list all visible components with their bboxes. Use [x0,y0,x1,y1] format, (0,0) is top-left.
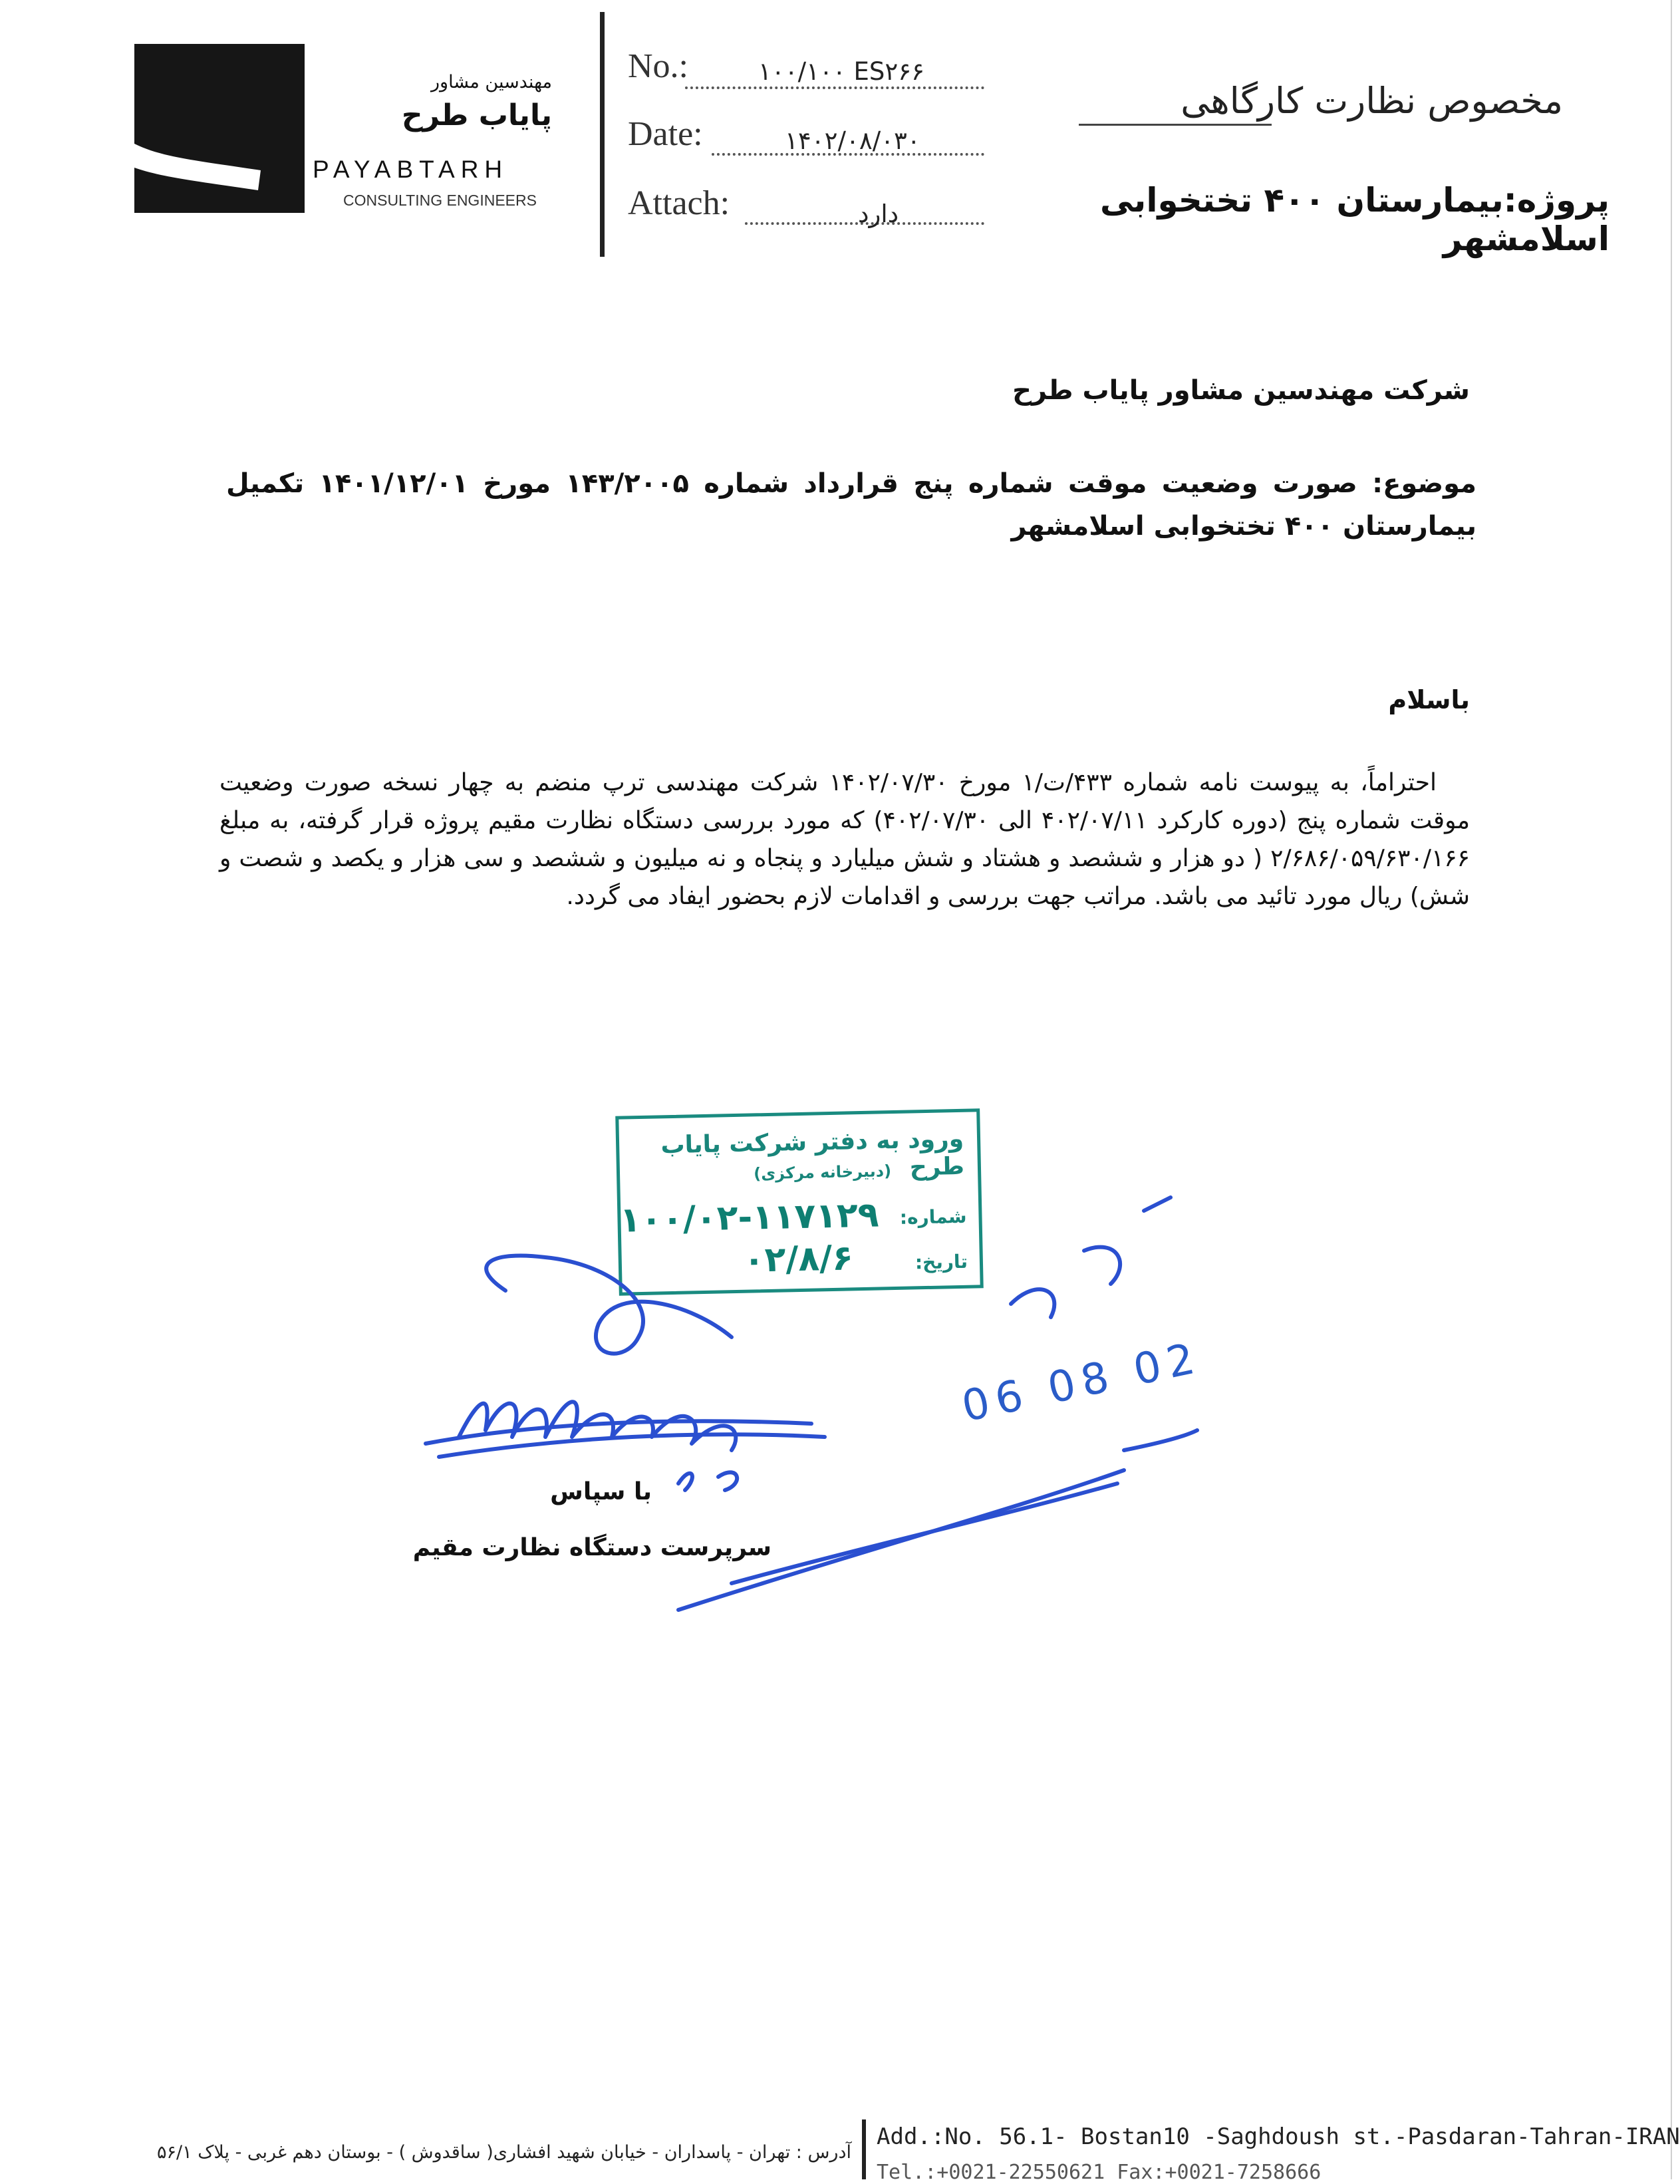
stamp-date-value: ۰۲/۸/۶ [743,1238,854,1281]
signature-scribble [459,1402,736,1450]
signature-note [678,1472,737,1490]
reference-no-label: No.: [628,47,688,85]
letter-recipient: شرکت مهندسین مشاور پایاب طرح [1012,375,1470,406]
signature-underline-1 [426,1421,811,1444]
reference-attach-label: Attach: [628,184,730,222]
logo-company-fa: پایاب طرح [401,98,552,132]
stamp-date-label: تاریخ: [914,1250,968,1274]
flourish-dash [1124,1430,1197,1450]
letter-subject: موضوع: صورت وضعیت موقت شماره پنج قرارداد شماره ۱۴۳/۲۰۰۵ مورخ ۱۴۰۱/۱۲/۰۱ تکمیل بیمارستان ۴۰۰ تختخوابی اسلامشهر [226,468,1476,542]
footer-contact-en: Tel.:+0021-22550621 Fax:+0021-7258666 [877,2161,1322,2184]
signature-underline-2 [439,1434,825,1457]
logo-company-en: PAYABTARH [313,156,509,183]
stamp-title: ورود به دفتر شرکت پایاب طرح [660,1125,965,1181]
footer-address-fa: آدرس : تهران - پاسداران - خیابان شهید افشاری( ساقدوش ) - بوستان دهم غربی - پلاک ۵۶/۱ [157,2142,851,2163]
logo-company-fa-small: مهندسین مشاور [431,72,552,92]
footer-address-en: Add.:No. 56.1- Bostan10 -Saghdoush st.-Pasdaran-Tahran-IRAN [877,2123,1680,2150]
stamp-subtitle: (دبیرخانه مرکزی) [753,1162,892,1183]
handwritten-initials [1011,1197,1171,1317]
letter-closing: با سپاس [550,1478,652,1505]
letter-greeting: باسلام [1388,685,1470,714]
supervision-title: مخصوص نظارت کارگاهی [1181,80,1563,122]
reference-date-label: Date: [628,115,703,153]
letter-body: احتراماً، به پیوست نامه شماره ۴۳۳/ت/۱ مورخ ۱۴۰۲/۰۷/۳۰ شرکت مهندسی ترپ منضم به چهار نسخه صورت وضعیت موقت شماره پنج (دوره کارکرد ۴۰۲/۰۷/۱۱ الی ۴۰۲/۰۷/۳۰) که مورد بررسی دستگاه نظارت مقیم پروژه قرار گرفته، به مبلغ ۲/۶۸۶/۰۵۹/۶۳۰/۱۶۶ ( دو هزار و ششصد و هشتاد و شش میلیارد و پنجاه و نه میلیون و ششصد و سی هزار و یکصد و شصت و شش) ریال مورد تائید می باشد. مراتب جهت بررسی و اقدامات لازم بحضور ایفاد می گردد. [219,769,1470,910]
footer-divider [862,2119,866,2179]
letter-signatory: سرپرست دستگاه نظارت مقیم [412,1534,771,1561]
signature-loop [486,1255,732,1353]
reference-no-value: ۱۰۰/۱۰۰ ES۲۶۶ [758,57,924,86]
handwritten-date: 06 08 02 [958,1333,1206,1432]
logo-company-en-subtitle: CONSULTING ENGINEERS [343,192,537,209]
stamp-number-value: ۱۰۰/۰۲-۱۱۷۱۲۹ [619,1195,880,1241]
project-title: پروژه:بیمارستان ۴۰۰ تختخوابی اسلامشهر [1099,181,1610,258]
flourish-line-2 [732,1483,1117,1583]
reference-attach-value: دارد [858,200,899,228]
reference-date-value: ۱۴۰۲/۰۸/۰۳۰ [785,126,920,155]
stamp-number-label: شماره: [899,1205,967,1229]
